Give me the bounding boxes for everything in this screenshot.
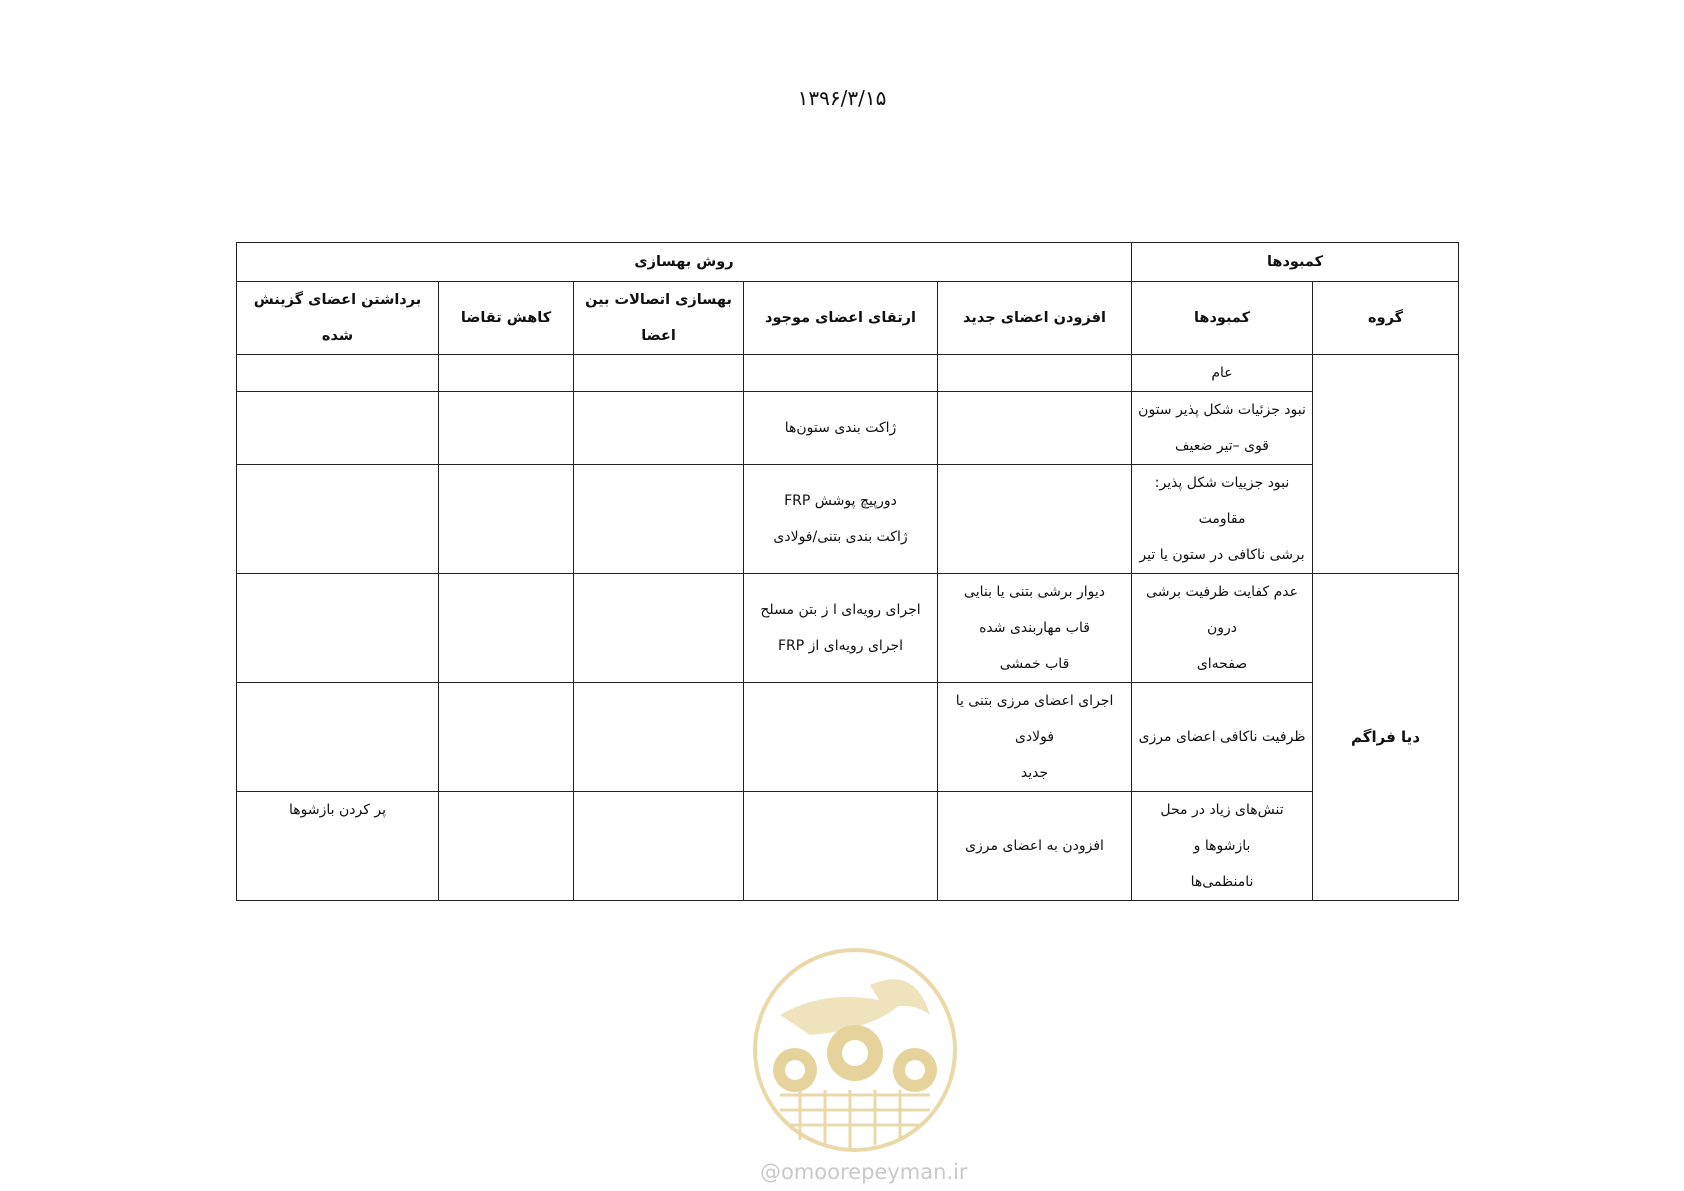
table-row — [237, 683, 1459, 792]
cell-connections — [574, 392, 744, 465]
cell-deficiency: نبود جزییات شکل پذیر: مقاومت برشی ناکافی در ستون یا تیر — [1132, 465, 1313, 574]
cell-upgrade: ژاکت بندی ستون‌ها — [744, 392, 938, 465]
cell-connections — [574, 683, 744, 792]
col-header-connections: بهسازی اتصالات بین اعضا — [574, 282, 744, 355]
cell-deficiency: تنش‌های زیاد در محل بازشوها و نامنظمی‌ها — [1132, 792, 1313, 901]
header-row-columns — [237, 282, 1459, 355]
document-date: ۱۳۹۶/۳/۱۵ — [797, 86, 887, 110]
table-row — [237, 574, 1459, 683]
cell-connections — [574, 574, 744, 683]
cell-deficiency: ظرفیت ناکافی اعضای مرزی — [1132, 683, 1313, 792]
col-header-remove: برداشتن اعضای گزینش شده — [237, 282, 439, 355]
col-header-deficiency: کمبودها — [1132, 282, 1313, 355]
col-header-reduce: کاهش تقاضا — [439, 282, 574, 355]
table-row — [237, 392, 1459, 465]
cell-reduce — [439, 792, 574, 901]
cell-remove — [237, 392, 439, 465]
table-row — [237, 792, 1459, 901]
cell-connections — [574, 792, 744, 901]
table-row — [237, 355, 1459, 392]
cell-upgrade — [744, 355, 938, 392]
cell-reduce — [439, 574, 574, 683]
cell-add-new — [938, 392, 1132, 465]
cell-add-new — [938, 465, 1132, 574]
cell-add-new — [938, 355, 1132, 392]
cell-add-new: اجرای اعضای مرزی بتنی یا فولادی جدید — [938, 683, 1132, 792]
group-label-diaphragm: دیا فراگم — [1313, 574, 1459, 901]
cell-reduce — [439, 465, 574, 574]
cell-remove — [237, 355, 439, 392]
table-row — [237, 465, 1459, 574]
cell-deficiency: عدم کفایت ظرفیت برشی درون صفحه‌ای — [1132, 574, 1313, 683]
col-header-add-new: افزودن اعضای جدید — [938, 282, 1132, 355]
cell-reduce — [439, 392, 574, 465]
cell-upgrade: اجرای رویه‌ای ا ز بتن مسلح اجرای رویه‌ای از FRP — [744, 574, 938, 683]
cell-connections — [574, 465, 744, 574]
cell-deficiency: نبود جزئیات شکل پذیر ستون قوی –تیر ضعیف — [1132, 392, 1313, 465]
cell-remove: پر کردن بازشوها — [237, 792, 439, 901]
header-deficiencies: کمبودها — [1132, 243, 1459, 282]
retrofit-table-wrapper — [236, 242, 1458, 901]
cell-connections — [574, 355, 744, 392]
group-cell-empty — [1313, 355, 1459, 574]
header-retrofit-method: روش بهسازی — [237, 243, 1132, 282]
cell-upgrade: دورپیچ پوشش FRP ژاکت بندی بتنی/فولادی — [744, 465, 938, 574]
cell-upgrade — [744, 792, 938, 901]
cell-remove — [237, 683, 439, 792]
logo-emblem-icon — [750, 945, 960, 1155]
cell-reduce — [439, 683, 574, 792]
cell-deficiency: عام — [1132, 355, 1313, 392]
header-row-top — [237, 243, 1459, 282]
cell-remove — [237, 574, 439, 683]
watermark-text: @omoorepeyman.ir — [760, 1160, 968, 1184]
col-header-group: گروه — [1313, 282, 1459, 355]
cell-upgrade — [744, 683, 938, 792]
cell-reduce — [439, 355, 574, 392]
cell-add-new: افزودن به اعضای مرزی — [938, 792, 1132, 901]
col-header-upgrade: ارتقای اعضای موجود — [744, 282, 938, 355]
cell-remove — [237, 465, 439, 574]
retrofit-table — [236, 242, 1459, 901]
cell-add-new: دیوار برشی بتنی یا بنایی قاب مهاربندی شده قاب خمشی — [938, 574, 1132, 683]
